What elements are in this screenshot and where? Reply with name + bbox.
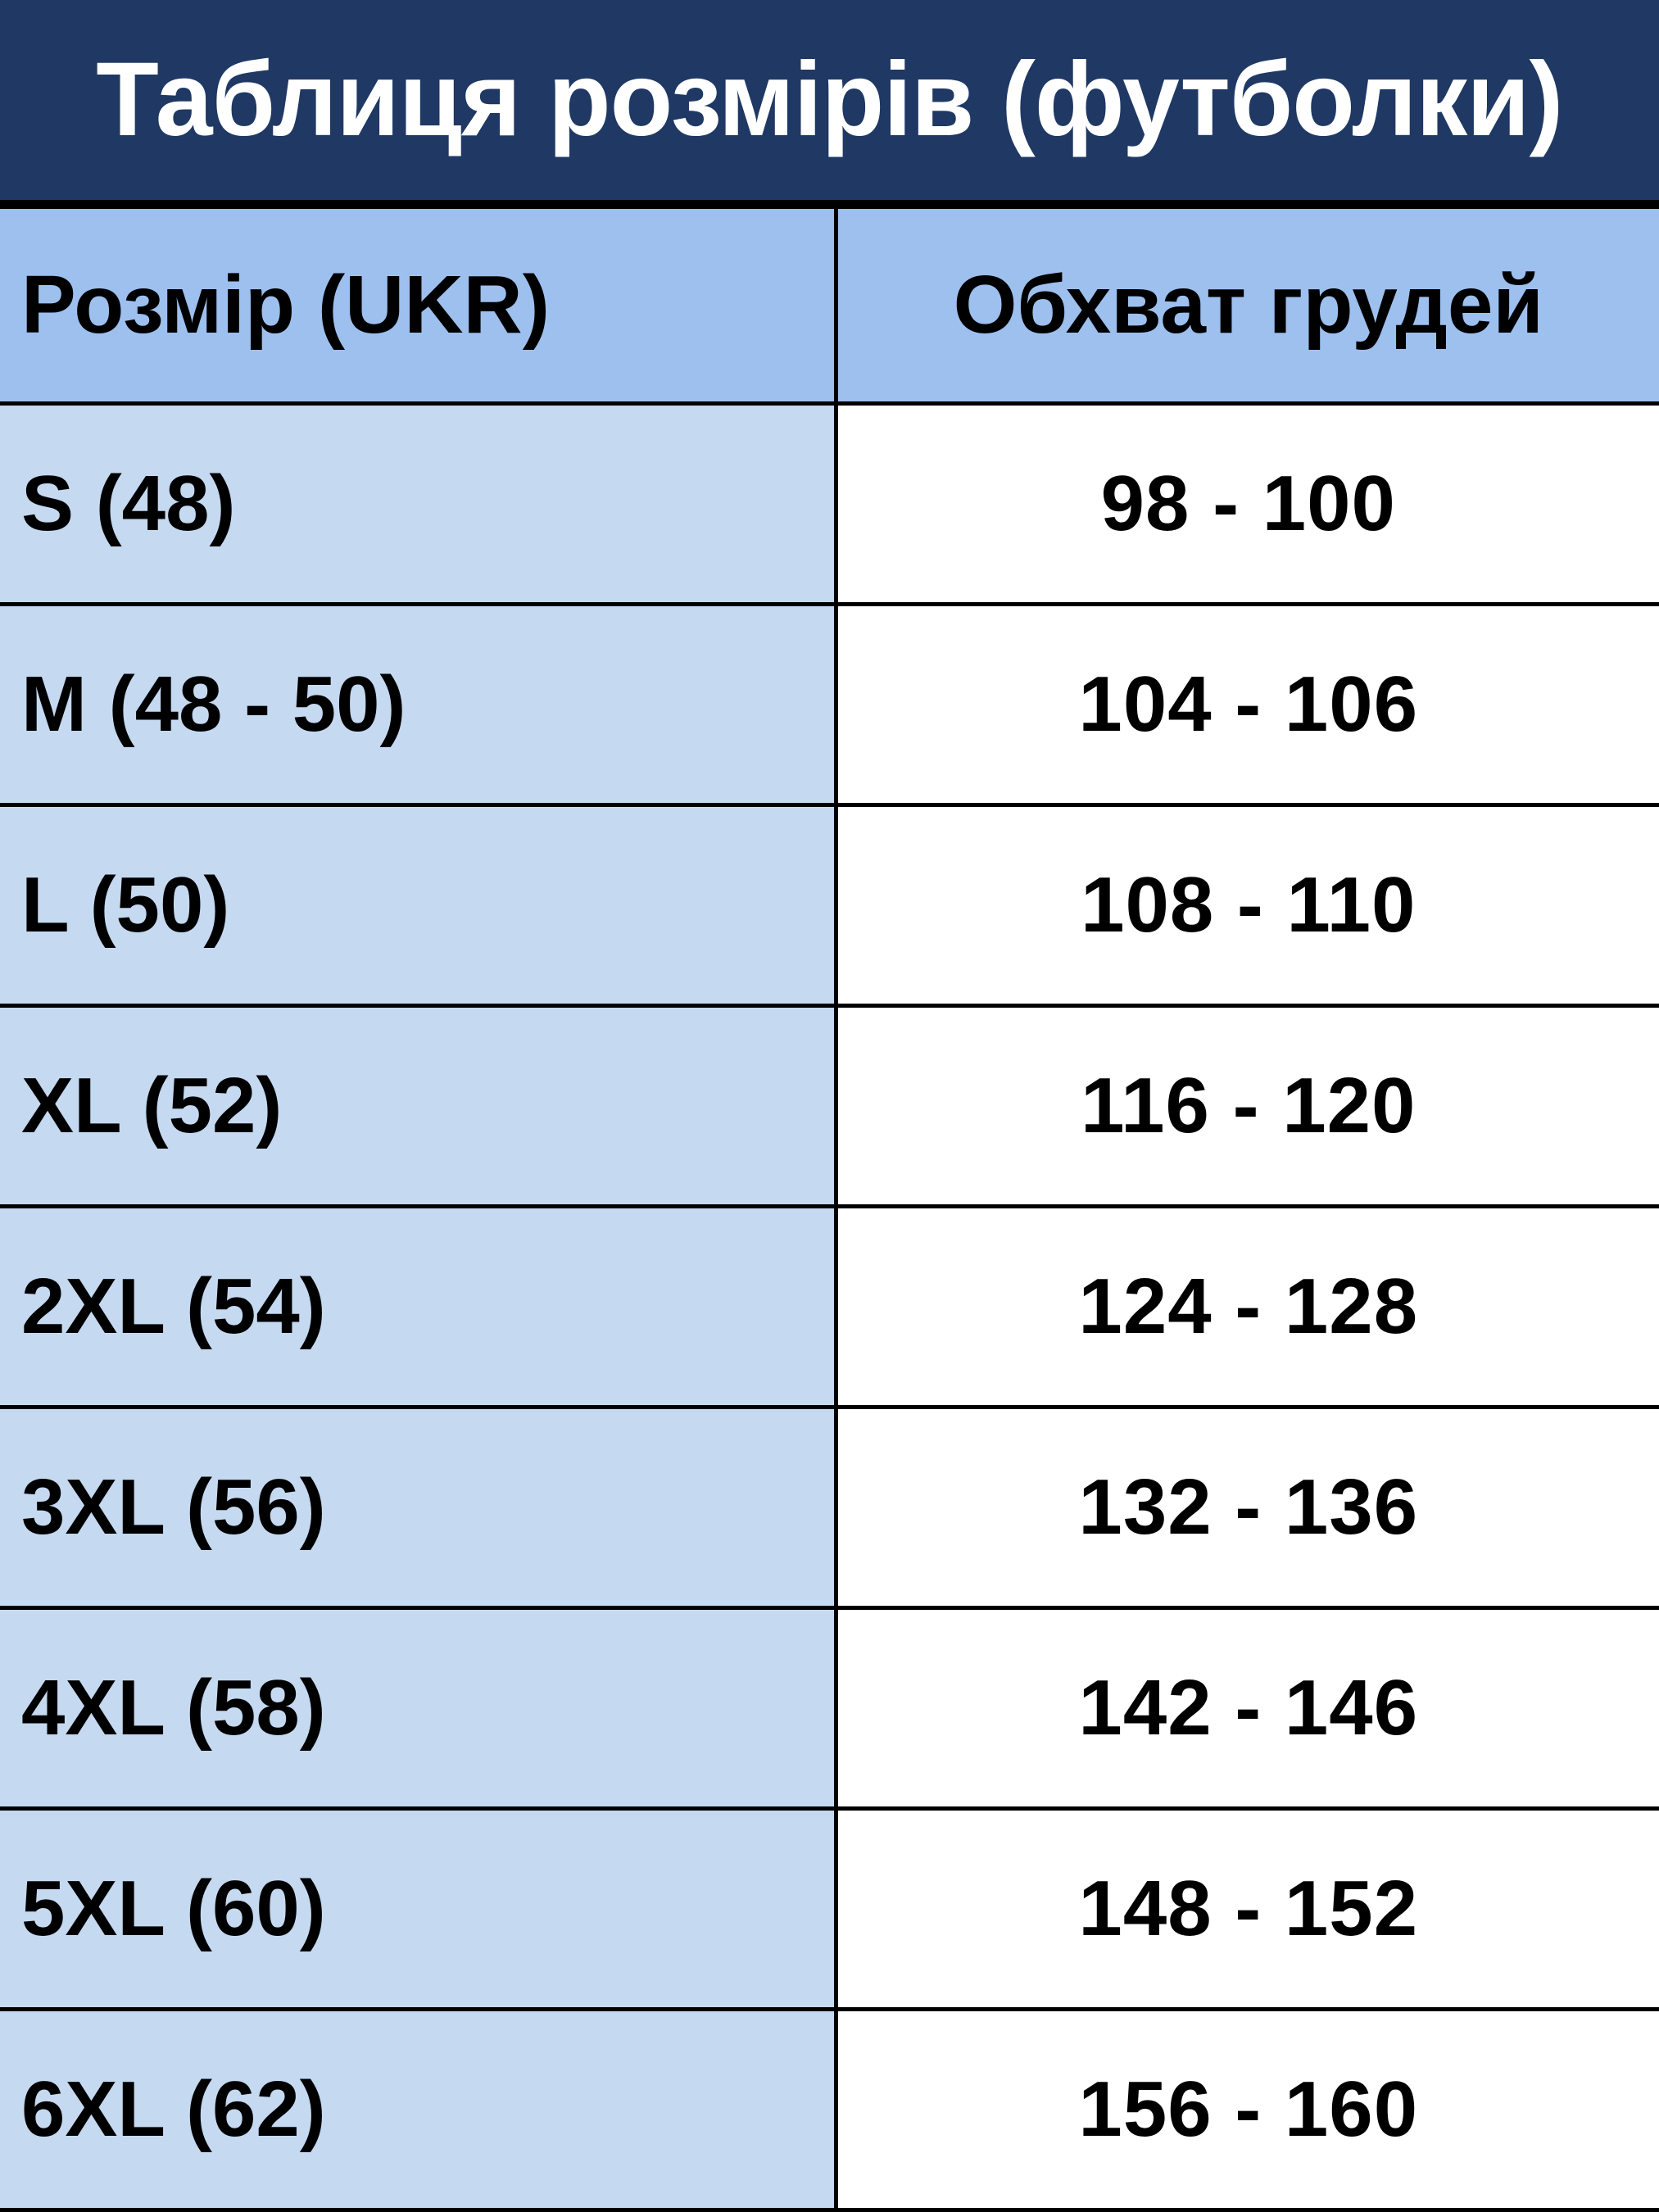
cell-size: 4XL (58) (0, 1608, 836, 1809)
cell-chest: 132 - 136 (836, 1407, 1659, 1608)
table-header-row (0, 207, 1659, 404)
column-header-size: Розмір (UKR) (0, 207, 836, 404)
page-title: Таблиця розмірів (футболки) (96, 40, 1563, 158)
cell-size: 5XL (60) (0, 1809, 836, 2010)
table-header (0, 207, 1659, 404)
cell-chest: 142 - 146 (836, 1608, 1659, 1809)
cell-size: L (50) (0, 805, 836, 1006)
table-row (0, 1407, 1659, 1608)
cell-chest: 98 - 100 (836, 404, 1659, 605)
size-table (0, 205, 1659, 2212)
column-header-chest: Обхват грудей (836, 207, 1659, 404)
cell-chest: 104 - 106 (836, 605, 1659, 805)
table-body (0, 404, 1659, 2210)
cell-chest: 116 - 120 (836, 1006, 1659, 1207)
cell-size: 6XL (62) (0, 2010, 836, 2210)
table-row (0, 605, 1659, 805)
cell-size: S (48) (0, 404, 836, 605)
table-row (0, 404, 1659, 605)
cell-size: M (48 - 50) (0, 605, 836, 805)
table-row (0, 1608, 1659, 1809)
cell-chest: 108 - 110 (836, 805, 1659, 1006)
title-banner (0, 0, 1659, 205)
cell-size: 3XL (56) (0, 1407, 836, 1608)
table-row (0, 2010, 1659, 2210)
table-row (0, 1809, 1659, 2010)
cell-size: 2XL (54) (0, 1207, 836, 1407)
cell-chest: 148 - 152 (836, 1809, 1659, 2010)
table-row (0, 1207, 1659, 1407)
table-row (0, 1006, 1659, 1207)
cell-chest: 156 - 160 (836, 2010, 1659, 2210)
cell-size: XL (52) (0, 1006, 836, 1207)
cell-chest: 124 - 128 (836, 1207, 1659, 1407)
table-row (0, 805, 1659, 1006)
